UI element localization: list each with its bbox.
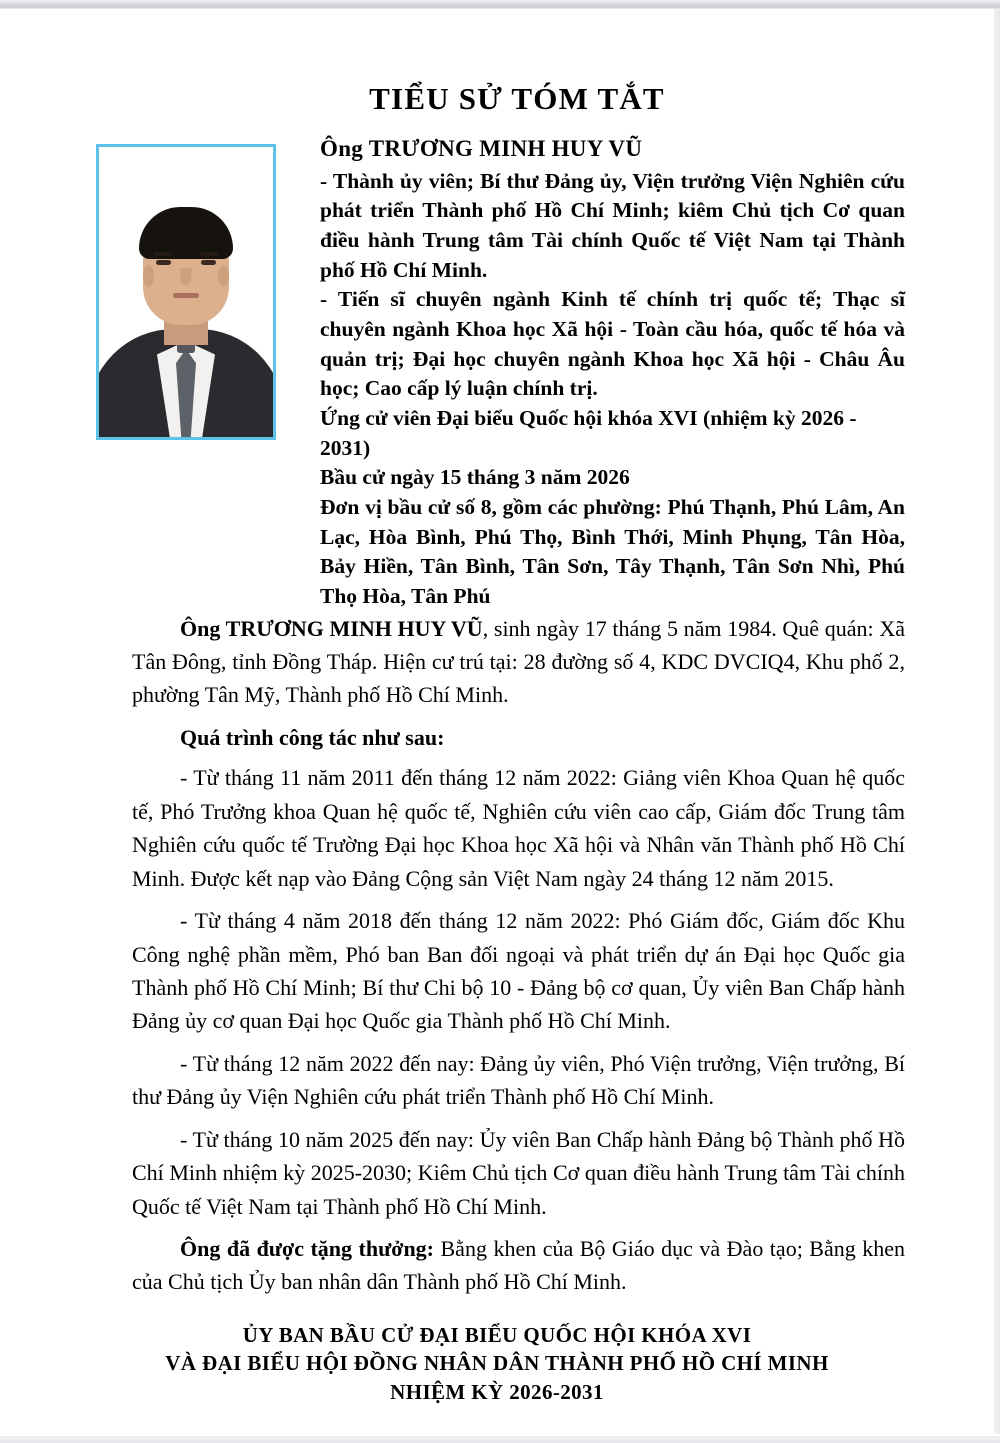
footer-line-1: ỦY BAN BẦU CỬ ĐẠI BIỂU QUỐC HỘI KHÓA XVI bbox=[242, 1322, 752, 1347]
portrait-nose bbox=[181, 268, 192, 285]
page-title: TIỂU SỬ TÓM TẮT bbox=[369, 81, 665, 116]
personal-info-paragraph bbox=[132, 612, 905, 712]
portrait-eyebrow-left bbox=[154, 252, 172, 256]
portrait-eye-right bbox=[201, 260, 216, 265]
summary-text-block bbox=[320, 133, 905, 612]
awards-paragraph bbox=[132, 1232, 905, 1299]
document-sheet bbox=[0, 9, 994, 1436]
awards-label: Ông đã được tặng thưởng: bbox=[180, 1236, 435, 1262]
viewer-top-chrome bbox=[0, 0, 1000, 9]
summary-section bbox=[0, 133, 994, 612]
issuing-authority-footer bbox=[0, 1321, 994, 1407]
election-date-line: Bầu cử ngày 15 tháng 3 năm 2026 bbox=[320, 465, 630, 490]
election-district-line: Đơn vị bầu cử số 8, gồm các phường: Phú Thạnh, Phú Lâm, An Lạc, Hòa Bình, Phú Thọ, Bình Thới, Minh Phụng, Tân Hòa, Bảy Hiền, Tân Bình, Tân Sơn, Tây Thạnh, Tân Sơn Nhì, Phú Thọ Hòa, Tân Phú bbox=[320, 494, 905, 608]
viewer-right-chrome bbox=[994, 9, 1000, 1434]
portrait-photo-image bbox=[99, 147, 273, 437]
portrait-eye-left bbox=[156, 260, 171, 265]
personal-info-text: , sinh ngày 17 tháng 5 năm 1984. Quê quán: Xã Tân Đông, tỉnh Đồng Tháp. Hiện cư trú tại: 28 đường số 4, KDC DVCIQ4, Khu phố 2, phường Tân Mỹ, Thành phố Hồ Chí Minh. bbox=[132, 615, 905, 708]
portrait-hair bbox=[139, 207, 233, 259]
career-entry: - Từ tháng 4 năm 2018 đến tháng 12 năm 2022: Phó Giám đốc, Giám đốc Khu Công nghệ phần mềm, Phó ban Ban đối ngoại và phát triển dự án Đại học Quốc gia Thành phố Hồ Chí Minh; Bí thư Chi bộ 10 - Đảng bộ cơ quan, Ủy viên Ban Chấp hành Đảng ủy cơ quan Đại học Quốc gia Thành phố Hồ Chí Minh. bbox=[132, 908, 905, 1034]
biography-section bbox=[132, 612, 905, 1299]
position-line: - Thành ủy viên; Bí thư Đảng ủy, Viện trưởng Viện Nghiên cứu phát triển Thành phố Hồ Chí Minh; kiêm Chủ tịch Cơ quan điều hành Trung tâm Tài chính Quốc tế Việt Nam tại Thành phố Hồ Chí Minh. bbox=[320, 168, 905, 282]
subject-name: Ông TRƯƠNG MINH HUY VŨ bbox=[320, 136, 643, 161]
candidacy-line: Ứng cử viên Đại biểu Quốc hội khóa XVI (nhiệm kỳ 2026 - 2031) bbox=[320, 405, 857, 460]
subject-name-bold: Ông TRƯƠNG MINH HUY VŨ bbox=[180, 615, 483, 641]
portrait-photo bbox=[96, 144, 276, 440]
education-line: - Tiến sĩ chuyên ngành Kinh tế chính trị quốc tế; Thạc sĩ chuyên ngành Khoa học Xã hội - Toàn cầu hóa, quốc tế hóa và quản trị; Đại học chuyên ngành Khoa học Xã hội - Châu Âu học; Cao cấp lý luận chính trị. bbox=[320, 287, 905, 401]
career-entry: - Từ tháng 12 năm 2022 đến nay: Đảng ủy viên, Phó Viện trưởng, Viện trưởng, Bí thư Đảng ủy Viện Nghiên cứu phát triển Thành phố Hồ Chí Minh. bbox=[132, 1050, 905, 1110]
viewer-bottom-chrome bbox=[0, 1436, 1000, 1443]
portrait-ear-left bbox=[143, 265, 154, 287]
portrait-ear-right bbox=[218, 265, 229, 287]
footer-line-2: VÀ ĐẠI BIỂU HỘI ĐỒNG NHÂN DÂN THÀNH PHỐ HỒ CHÍ MINH bbox=[165, 1351, 829, 1376]
portrait-eyebrow-right bbox=[200, 252, 218, 256]
portrait-mouth bbox=[173, 293, 199, 298]
career-entry: - Từ tháng 11 năm 2011 đến tháng 12 năm 2022: Giảng viên Khoa Quan hệ quốc tế, Phó Trưởng khoa Quan hệ quốc tế, Nghiên cứu viên cao cấp, Giám đốc Trung tâm Nghiên cứu quốc tế Trường Đại học Khoa học Xã hội và Nhân văn Thành phố Hồ Chí Minh. Được kết nạp vào Đảng Cộng sản Việt Nam ngày 24 tháng 12 năm 2015. bbox=[132, 765, 905, 891]
awards-text: Bằng khen của Bộ Giáo dục và Đào tạo; Bằng khen của Chủ tịch Ủy ban nhân dân Thành phố Hồ Chí Minh. bbox=[132, 1236, 905, 1295]
footer-line-3: NHIỆM KỲ 2026-2031 bbox=[390, 1379, 604, 1404]
career-entry: - Từ tháng 10 năm 2025 đến nay: Ủy viên Ban Chấp hành Đảng bộ Thành phố Hồ Chí Minh nhiệm kỳ 2025-2030; Kiêm Chủ tịch Cơ quan điều hành Trung tâm Tài chính Quốc tế Việt Nam tại Thành phố Hồ Chí Minh. bbox=[132, 1126, 905, 1219]
career-heading: Quá trình công tác như sau: bbox=[180, 724, 445, 750]
